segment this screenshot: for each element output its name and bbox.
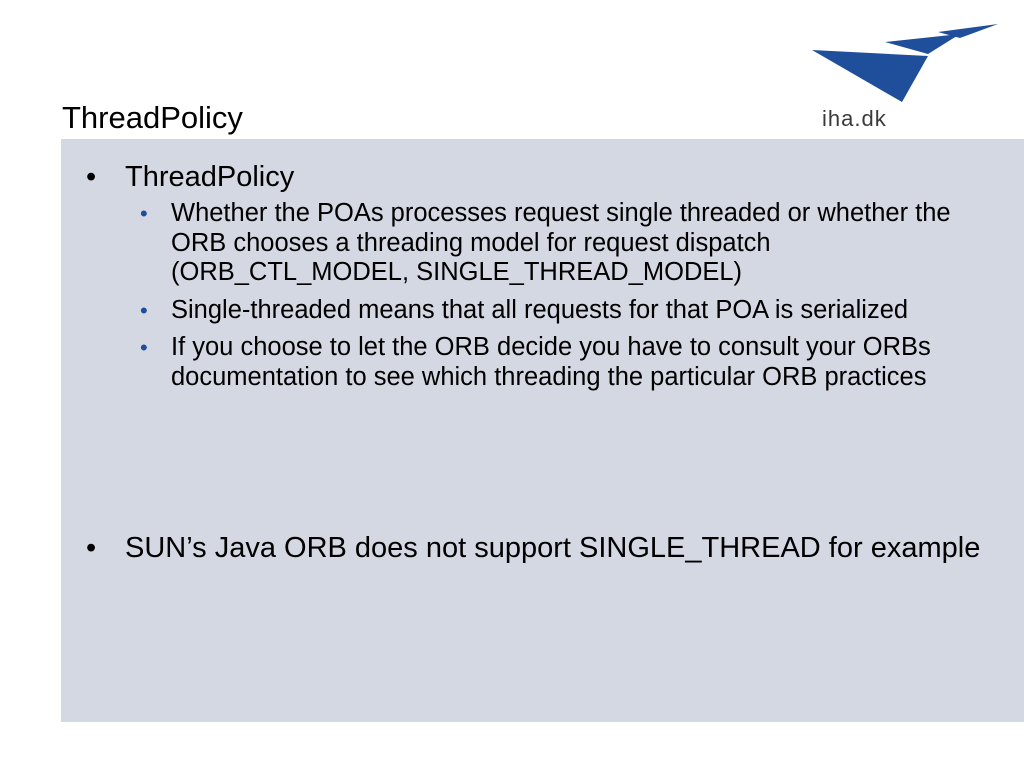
sub-bullet-threading-model [61,199,961,288]
sub-bullet-symbol: • [140,335,148,360]
sub-bullet-list [125,199,981,392]
sub-bullet-symbol: • [140,201,148,226]
sub-bullet-single-threaded [61,296,961,326]
sub-bullet-symbol: • [140,297,148,323]
bullet-list-bottom [61,532,981,564]
bullet-threadpolicy [61,161,981,392]
bullet-symbol: • [86,532,97,564]
bullet-sun-java-orb [61,532,981,564]
content-panel [61,139,1024,722]
bullet-symbol: • [86,161,97,193]
sub-bullet-text: Single-threaded means that all requests for that POA is serialized [171,295,909,324]
bullet-text: SUN’s Java ORB does not support SINGLE_THREAD for example [125,532,981,564]
iha-logo [810,20,1005,136]
slide-title: ThreadPolicy [62,100,243,135]
bullet-text: ThreadPolicy [125,161,295,193]
sub-bullet-orb-decide [61,333,961,392]
bullet-list-top [61,161,981,400]
sub-bullet-text: Whether the POAs processes request single threaded or whether the ORB chooses a threading model for request dispatch (ORB_CTL_MODEL, SINGLE_THREAD_MODEL) [171,199,951,286]
logo-text: iha.dk [822,106,887,131]
iha-logo-icon [810,20,1005,110]
sub-bullet-text: If you choose to let the ORB decide you have to consult your ORBs documentation to see which threading the particular ORB practices [171,333,931,391]
